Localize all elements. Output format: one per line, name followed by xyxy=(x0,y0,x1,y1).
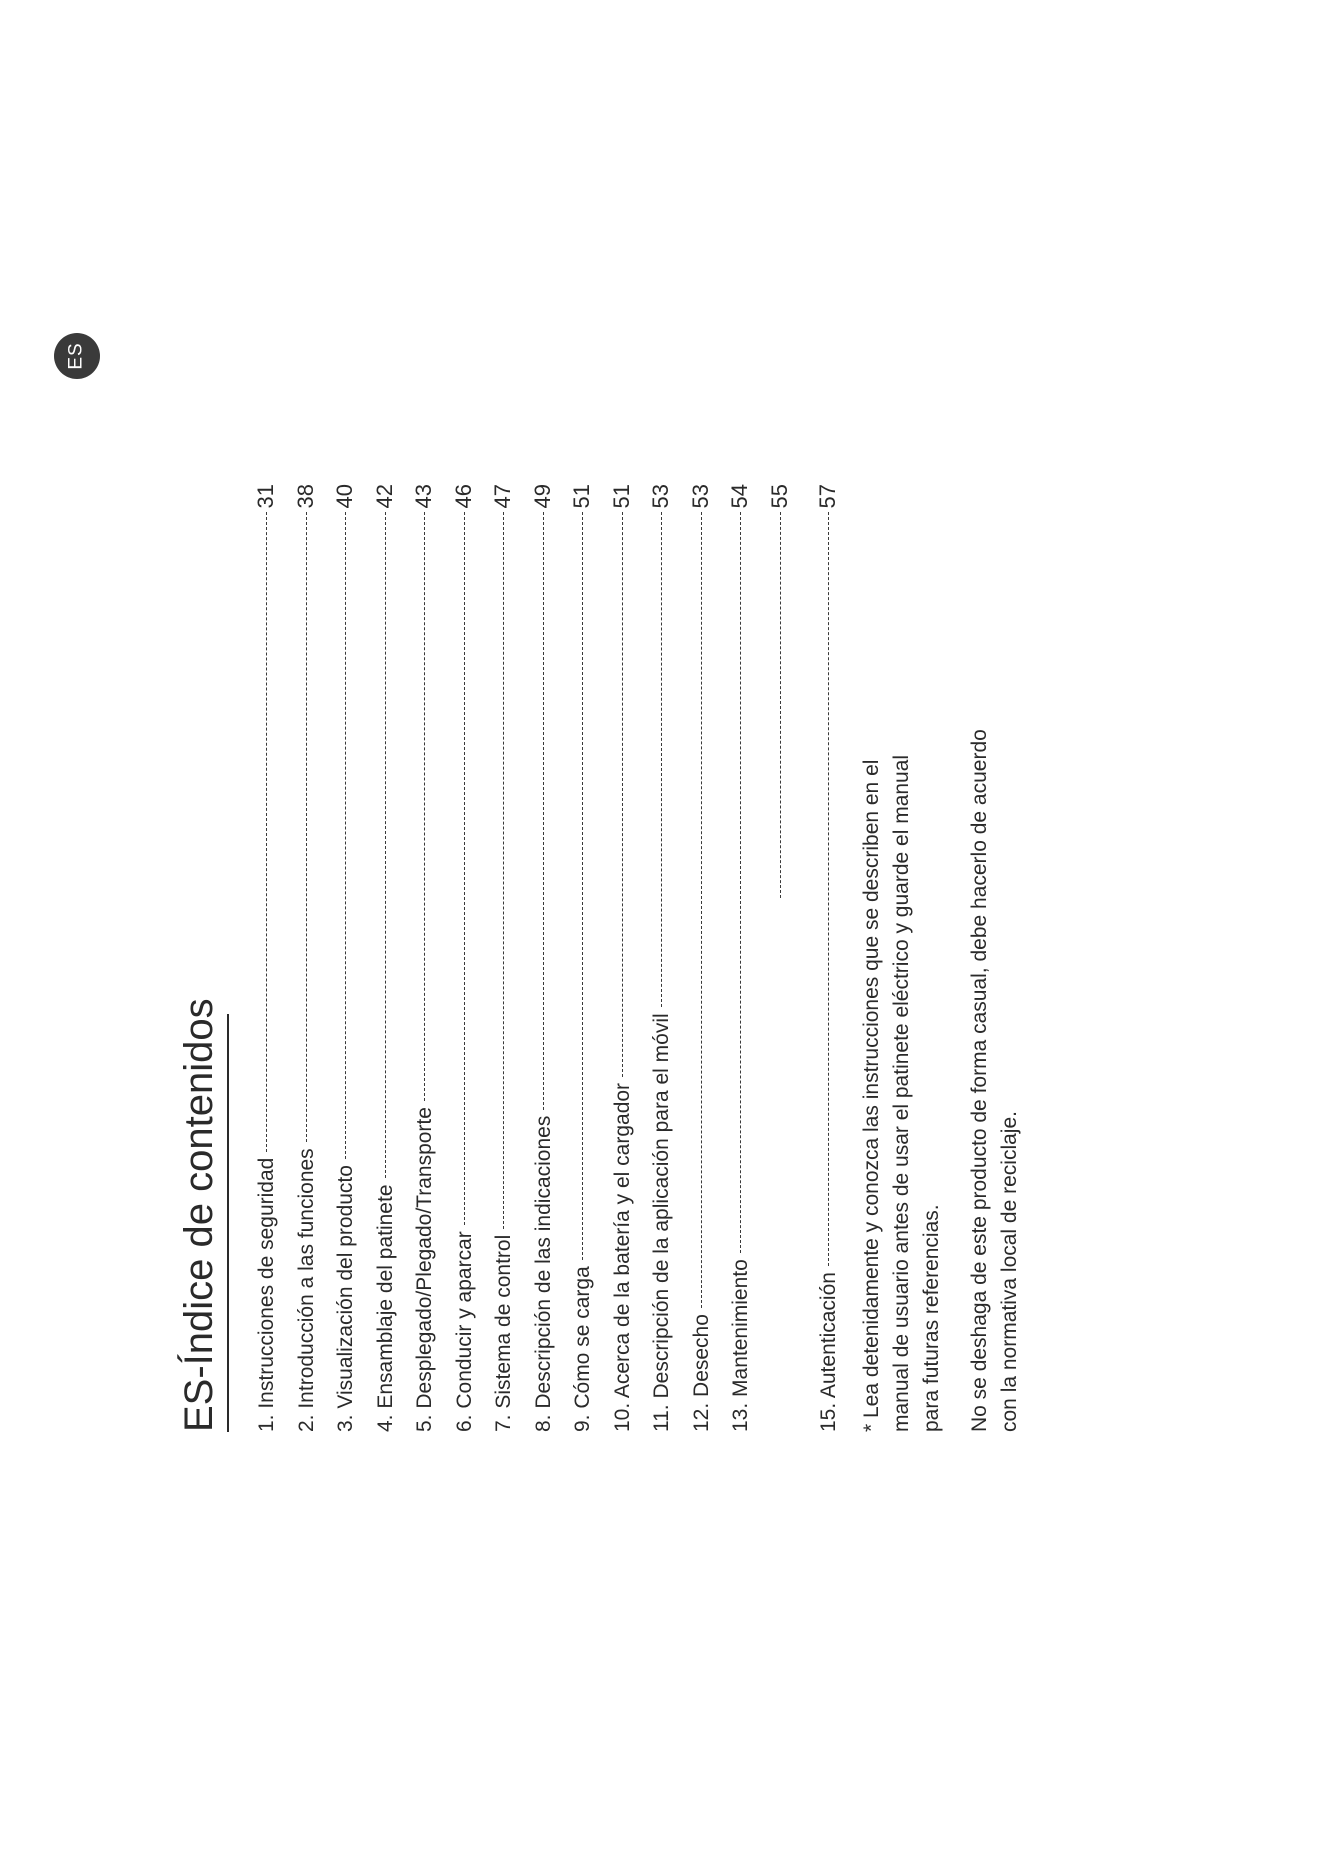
toc-leader xyxy=(828,512,829,1266)
toc-entry-page: 54 xyxy=(727,484,752,509)
toc-leader xyxy=(464,512,465,1225)
toc-entry-label: 6. Conducir y aparcar xyxy=(452,1231,476,1432)
table-of-contents xyxy=(253,484,851,1432)
toc-section xyxy=(175,484,1043,1432)
toc-entry-page: 51 xyxy=(608,484,634,509)
toc-leader xyxy=(661,512,662,1007)
toc-entry-page: 46 xyxy=(450,484,476,509)
toc-leader xyxy=(424,512,425,1101)
toc-entry-label: 15. Autenticación xyxy=(816,1272,840,1432)
toc-entry-page: 55 xyxy=(766,484,792,509)
toc-entry[interactable] xyxy=(490,484,530,1432)
toc-entry[interactable] xyxy=(451,484,491,1432)
toc-leader xyxy=(740,512,741,1253)
language-badge xyxy=(54,333,100,379)
toc-entry[interactable] xyxy=(530,484,570,1432)
toc-entry-page: 51 xyxy=(569,484,594,509)
notes xyxy=(857,712,1025,1432)
toc-entry[interactable] xyxy=(253,484,293,1432)
toc-entry-label: 3. Visualización del producto xyxy=(334,1165,357,1432)
toc-entry[interactable] xyxy=(609,484,649,1432)
toc-entry-label: 10. Acerca de la batería y el cargador xyxy=(610,1082,634,1432)
usage-note: * Lea detenidamente y conozca las instrucciones que se describen en el manual de usuario antes de usar el patinete eléctrico y guarde el manual para futuras referencias. xyxy=(859,754,943,1432)
toc-entry-page: 53 xyxy=(687,484,713,509)
toc-entry-label: 4. Ensamblaje del patinete xyxy=(373,1184,397,1432)
toc-entry-label: 12. Desecho xyxy=(689,1314,713,1432)
toc-entry-page: 47 xyxy=(490,484,515,509)
toc-entry-label: 11. Descripción de la aplicación para el móvil xyxy=(650,1013,673,1432)
toc-entry[interactable] xyxy=(767,484,815,1432)
toc-entry-label: 13. Mantenimiento xyxy=(729,1259,752,1432)
toc-entry[interactable] xyxy=(332,484,372,1432)
toc-leader xyxy=(701,512,702,1308)
toc-entry[interactable] xyxy=(411,484,451,1432)
toc-entry-label: 5. Desplegado/Plegado/Transporte xyxy=(413,1107,436,1432)
toc-entry[interactable] xyxy=(688,484,728,1432)
toc-entry-page: 53 xyxy=(648,484,673,509)
toc-leader xyxy=(622,512,623,1076)
toc-leader xyxy=(306,512,307,1142)
disposal-note: No se deshaga de este producto de forma casual, debe hacerlo de acuerdo con la normativa local de reciclaje. xyxy=(967,729,1021,1432)
toc-leader xyxy=(503,512,504,1228)
toc-entry[interactable] xyxy=(648,484,688,1432)
toc-entry[interactable] xyxy=(372,484,412,1432)
toc-entry[interactable] xyxy=(727,484,767,1432)
page-title: ES-Índice de contenidos xyxy=(175,1014,229,1432)
toc-entry-label: 1. Instrucciones de seguridad xyxy=(255,1157,278,1432)
toc-entry[interactable] xyxy=(815,484,851,1432)
language-badge-label: ES xyxy=(65,342,87,370)
toc-entry[interactable] xyxy=(293,484,333,1432)
toc-entry-page: 49 xyxy=(529,484,555,509)
toc-entry-label: 8. Descripción de las indicaciones xyxy=(531,1115,555,1432)
toc-leader xyxy=(385,512,386,1178)
toc-entry-page: 43 xyxy=(411,484,436,509)
toc-entry-page: 57 xyxy=(814,484,840,509)
toc-leader xyxy=(345,512,346,1159)
toc-entry-label: 9. Cómo se carga xyxy=(571,1266,594,1432)
toc-entry-page: 42 xyxy=(371,484,397,509)
toc-leader xyxy=(543,512,544,1109)
toc-leader xyxy=(780,512,781,898)
toc-entry-page: 38 xyxy=(292,484,318,509)
toc-entry-page: 40 xyxy=(332,484,357,509)
toc-entry-label: 2. Introducción a las funciones xyxy=(294,1148,318,1432)
toc-leader xyxy=(266,512,267,1151)
toc-entry[interactable] xyxy=(569,484,609,1432)
toc-leader xyxy=(582,512,583,1260)
toc-entry-page: 31 xyxy=(253,484,278,509)
toc-entry-label: 7. Sistema de control xyxy=(492,1234,515,1432)
